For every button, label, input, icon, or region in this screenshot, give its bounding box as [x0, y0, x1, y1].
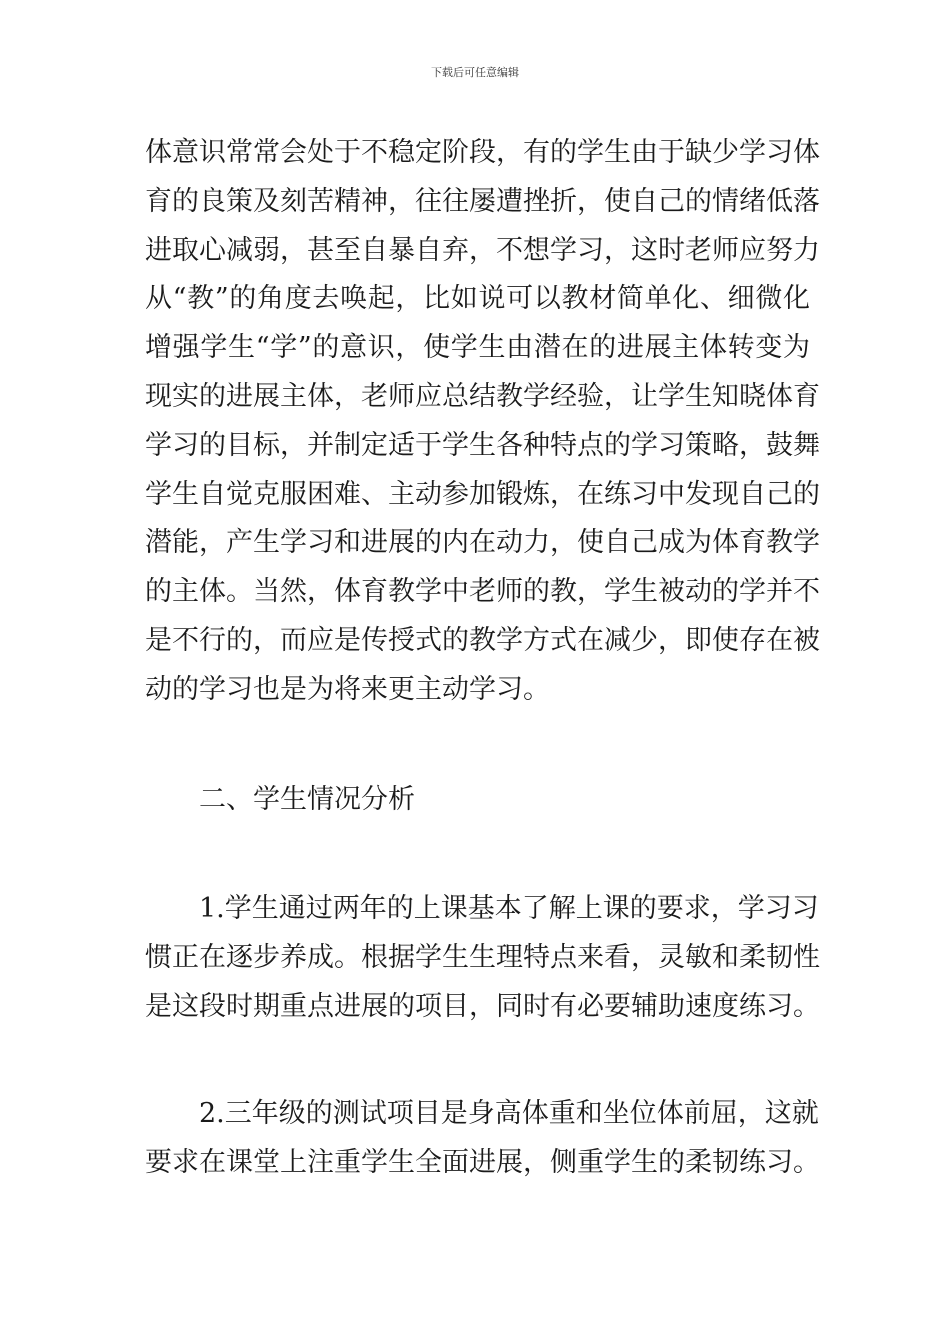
text-line: 是这段时期重点进展的项目，同时有必要辅助速度练习。	[145, 990, 820, 1022]
text-line: 动的学习也是为将来更主动学习。	[145, 673, 550, 705]
text-line: 进取心减弱，甚至自暴自弃，不想学习，这时老师应努力	[145, 234, 820, 266]
section-heading	[145, 776, 810, 825]
paragraph-spacer	[145, 824, 810, 885]
text-line: 要求在课堂上注重学生全面进展，侧重学生的柔韧练习。	[145, 1146, 820, 1178]
text-line: 育的良策及刻苦精神，往往屡遭挫折，使自己的情绪低落	[145, 185, 820, 217]
text-line: 体意识常常会处于不稳定阶段，有的学生由于缺少学习体	[145, 137, 820, 168]
text-line: 1.学生通过两年的上课基本了解上课的要求，学习习	[199, 893, 819, 925]
text-line: 现实的进展主体，老师应总结教学经验，让学生知晓体育	[145, 380, 820, 412]
text-line: 惯正在逐步养成。根据学生生理特点来看，灵敏和柔韧性	[145, 942, 820, 974]
heading-text: 二、学生情况分析	[199, 783, 415, 815]
paragraph-3	[145, 1090, 820, 1188]
page-header: 下载后可任意编辑	[431, 66, 519, 79]
document-body	[145, 129, 820, 1187]
paragraph-spacer	[145, 715, 810, 776]
text-line: 潜能，产生学习和进展的内在动力，使自己成为体育教学	[145, 527, 820, 559]
paragraph-spacer	[145, 1032, 810, 1090]
text-line: 学习的目标，并制定适于学生各种特点的学习策略，鼓舞	[145, 429, 820, 461]
text-line: 2.三年级的测试项目是身高体重和坐位体前屈，这就	[199, 1097, 819, 1129]
paragraph-2	[145, 885, 820, 1031]
text-line: 从“教”的角度去唤起，比如说可以教材简单化、细微化	[145, 283, 810, 315]
text-line: 是不行的，而应是传授式的教学方式在减少，即使存在被	[145, 624, 820, 656]
text-line: 的主体。当然，体育教学中老师的教，学生被动的学并不	[145, 576, 820, 608]
text-line: 增强学生“学”的意识，使学生由潜在的进展主体转变为	[145, 332, 810, 364]
paragraph-1	[145, 129, 820, 715]
text-line: 学生自觉克服困难、主动参加锻炼，在练习中发现自己的	[145, 478, 820, 510]
